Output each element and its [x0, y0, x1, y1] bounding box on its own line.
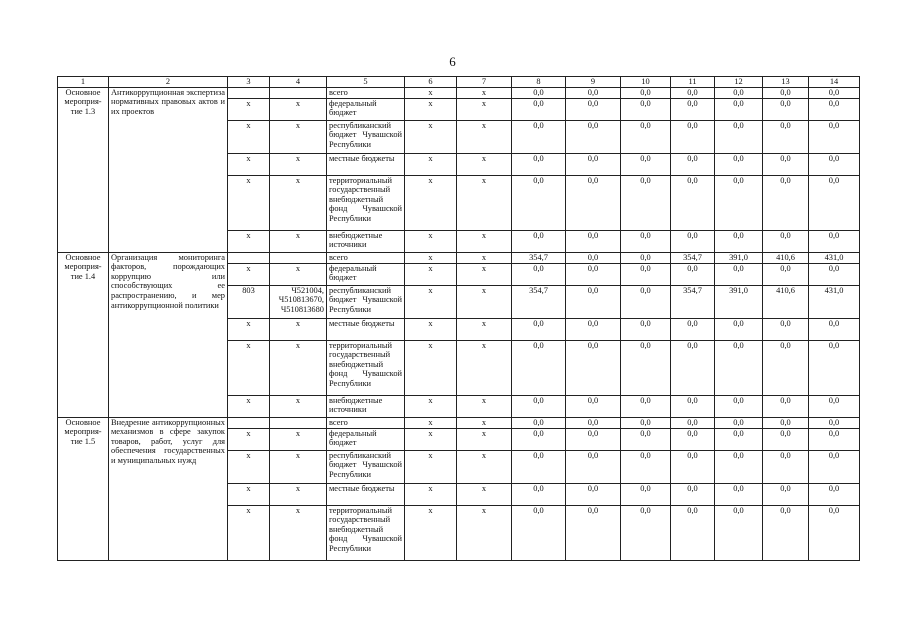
column-number-5: 5: [327, 77, 405, 88]
funding-source: федеральный бюджет: [327, 98, 405, 120]
amount-col-13: 0,0: [763, 450, 809, 483]
column-6-value: x: [405, 318, 457, 340]
column-number-6: 6: [405, 77, 457, 88]
funding-source: всего: [327, 87, 405, 98]
column-7-value: x: [457, 395, 512, 417]
column-6-value: x: [405, 395, 457, 417]
amount-col-11: 354,7: [671, 252, 715, 263]
amount-col-12: 0,0: [715, 230, 763, 252]
amount-col-9: 0,0: [566, 340, 621, 395]
grbs-code: x: [228, 395, 270, 417]
amount-col-8: 354,7: [512, 285, 566, 318]
amount-col-11: 0,0: [671, 263, 715, 285]
budget-code-line: Ч510813680: [280, 304, 324, 314]
page-number: 6: [449, 54, 456, 69]
column-number-11: 11: [671, 77, 715, 88]
amount-col-11: 0,0: [671, 417, 715, 428]
amount-col-14: 0,0: [809, 230, 860, 252]
amount-col-8: 0,0: [512, 263, 566, 285]
funding-source: территориальный государственный внебюджетный фонд Чувашской Республики: [327, 340, 405, 395]
amount-col-12: 0,0: [715, 318, 763, 340]
amount-col-10: 0,0: [621, 483, 671, 505]
budget-classification-code: x: [270, 450, 327, 483]
grbs-code: x: [228, 263, 270, 285]
amount-col-13: 0,0: [763, 428, 809, 450]
table-body: [58, 77, 860, 561]
amount-col-11: 0,0: [671, 87, 715, 98]
amount-col-10: 0,0: [621, 285, 671, 318]
grbs-code: x: [228, 230, 270, 252]
column-number-10: 10: [621, 77, 671, 88]
amount-col-13: 0,0: [763, 87, 809, 98]
amount-col-12: 0,0: [715, 263, 763, 285]
funding-source: всего: [327, 252, 405, 263]
amount-col-9: 0,0: [566, 450, 621, 483]
funding-source: территориальный государственный внебюджетный фонд Чувашской Республики: [327, 505, 405, 560]
grbs-code: x: [228, 428, 270, 450]
amount-col-10: 0,0: [621, 252, 671, 263]
grbs-code: x: [228, 340, 270, 395]
amount-col-10: 0,0: [621, 153, 671, 175]
amount-col-13: 0,0: [763, 483, 809, 505]
amount-col-13: 0,0: [763, 153, 809, 175]
header-row: [58, 77, 860, 88]
activity-label-line: тие 1.4: [70, 271, 96, 281]
amount-col-10: 0,0: [621, 318, 671, 340]
amount-col-14: 0,0: [809, 395, 860, 417]
column-7-value: x: [457, 428, 512, 450]
amount-col-11: 0,0: [671, 153, 715, 175]
amount-col-12: 0,0: [715, 98, 763, 120]
amount-col-13: 0,0: [763, 98, 809, 120]
column-6-value: x: [405, 175, 457, 230]
amount-col-13: 0,0: [763, 318, 809, 340]
column-6-value: x: [405, 285, 457, 318]
grbs-code: x: [228, 483, 270, 505]
column-7-value: x: [457, 98, 512, 120]
amount-col-14: 0,0: [809, 450, 860, 483]
funding-source: местные бюджеты: [327, 483, 405, 505]
amount-col-14: 0,0: [809, 120, 860, 153]
amount-col-9: 0,0: [566, 230, 621, 252]
amount-col-9: 0,0: [566, 263, 621, 285]
activity-label-line: мероприя-: [64, 262, 102, 272]
amount-col-9: 0,0: [566, 87, 621, 98]
grbs-code: x: [228, 318, 270, 340]
amount-col-14: 0,0: [809, 263, 860, 285]
amount-col-9: 0,0: [566, 428, 621, 450]
table-row: [58, 252, 860, 263]
column-7-value: x: [457, 120, 512, 153]
column-7-value: x: [457, 450, 512, 483]
column-number-8: 8: [512, 77, 566, 88]
amount-col-8: 0,0: [512, 395, 566, 417]
column-number-13: 13: [763, 77, 809, 88]
column-6-value: x: [405, 98, 457, 120]
funding-source: местные бюджеты: [327, 318, 405, 340]
funding-source: федеральный бюджет: [327, 263, 405, 285]
amount-col-11: 0,0: [671, 340, 715, 395]
amount-col-9: 0,0: [566, 252, 621, 263]
column-6-value: x: [405, 153, 457, 175]
amount-col-8: 0,0: [512, 175, 566, 230]
table-row: [58, 417, 860, 428]
amount-col-14: 0,0: [809, 318, 860, 340]
column-7-value: x: [457, 417, 512, 428]
activity-label-line: мероприя-: [64, 97, 102, 107]
budget-classification-code: x: [270, 483, 327, 505]
amount-col-13: 0,0: [763, 417, 809, 428]
amount-col-14: 0,0: [809, 483, 860, 505]
amount-col-11: 0,0: [671, 428, 715, 450]
grbs-code: [228, 252, 270, 263]
amount-col-12: 391,0: [715, 285, 763, 318]
budget-classification-code: [270, 417, 327, 428]
amount-col-14: 0,0: [809, 340, 860, 395]
amount-col-9: 0,0: [566, 285, 621, 318]
budget-classification-code: [270, 285, 327, 318]
budget-classification-code: x: [270, 153, 327, 175]
amount-col-13: 0,0: [763, 505, 809, 560]
funding-source: территориальный государственный внебюджетный фонд Чувашской Республики: [327, 175, 405, 230]
amount-col-11: 0,0: [671, 98, 715, 120]
funding-source: республиканский бюджет Чувашской Республики: [327, 120, 405, 153]
budget-classification-code: x: [270, 120, 327, 153]
column-6-value: x: [405, 120, 457, 153]
amount-col-13: 0,0: [763, 120, 809, 153]
amount-col-8: 0,0: [512, 417, 566, 428]
funding-source: местные бюджеты: [327, 153, 405, 175]
amount-col-10: 0,0: [621, 417, 671, 428]
amount-col-9: 0,0: [566, 505, 621, 560]
activity-label-line: Основное: [65, 252, 101, 262]
column-number-1: 1: [58, 77, 109, 88]
amount-col-13: 0,0: [763, 340, 809, 395]
activity-name: Антикоррупционная экспертиза нормативных правовых актов и их проектов: [109, 87, 228, 252]
funding-source: республиканский бюджет Чувашской Республики: [327, 285, 405, 318]
amount-col-13: 410,6: [763, 285, 809, 318]
activity-label-line: Основное: [65, 417, 101, 427]
amount-col-10: 0,0: [621, 340, 671, 395]
column-7-value: x: [457, 252, 512, 263]
activity-label: [58, 252, 109, 417]
amount-col-10: 0,0: [621, 450, 671, 483]
amount-col-11: 0,0: [671, 450, 715, 483]
amount-col-11: 0,0: [671, 395, 715, 417]
amount-col-14: 431,0: [809, 285, 860, 318]
grbs-code: x: [228, 153, 270, 175]
funding-source: всего: [327, 417, 405, 428]
activity-name: Организация мониторинга факторов, порождающих коррупцию или способствующих ее распространению, и мер антикоррупционной политики: [109, 252, 228, 417]
grbs-code: x: [228, 450, 270, 483]
amount-col-14: 0,0: [809, 87, 860, 98]
amount-col-13: 0,0: [763, 263, 809, 285]
funding-source: внебюджетные источники: [327, 230, 405, 252]
activity-label-line: мероприя-: [64, 427, 102, 437]
activity-label-line: тие 1.5: [70, 436, 96, 446]
budget-classification-code: x: [270, 230, 327, 252]
column-7-value: x: [457, 153, 512, 175]
grbs-code: 803: [228, 285, 270, 318]
amount-col-14: 0,0: [809, 428, 860, 450]
amount-col-8: 0,0: [512, 318, 566, 340]
amount-col-8: 0,0: [512, 483, 566, 505]
amount-col-9: 0,0: [566, 417, 621, 428]
amount-col-8: 0,0: [512, 340, 566, 395]
column-number-4: 4: [270, 77, 327, 88]
amount-col-12: 0,0: [715, 483, 763, 505]
budget-classification-code: x: [270, 395, 327, 417]
amount-col-10: 0,0: [621, 120, 671, 153]
activity-label: [58, 417, 109, 560]
amount-col-13: 0,0: [763, 175, 809, 230]
amount-col-8: 0,0: [512, 505, 566, 560]
column-6-value: x: [405, 252, 457, 263]
amount-col-12: 0,0: [715, 505, 763, 560]
amount-col-12: 0,0: [715, 153, 763, 175]
amount-col-11: 0,0: [671, 120, 715, 153]
funding-source: внебюджетные источники: [327, 395, 405, 417]
column-6-value: x: [405, 87, 457, 98]
column-7-value: x: [457, 505, 512, 560]
column-number-14: 14: [809, 77, 860, 88]
column-number-9: 9: [566, 77, 621, 88]
amount-col-14: 0,0: [809, 417, 860, 428]
amount-col-12: 0,0: [715, 417, 763, 428]
funding-source: федеральный бюджет: [327, 428, 405, 450]
amount-col-12: 391,0: [715, 252, 763, 263]
budget-classification-code: x: [270, 340, 327, 395]
budget-classification-code: x: [270, 263, 327, 285]
column-7-value: x: [457, 175, 512, 230]
activity-label: [58, 87, 109, 252]
amount-col-10: 0,0: [621, 395, 671, 417]
amount-col-12: 0,0: [715, 87, 763, 98]
amount-col-11: 0,0: [671, 175, 715, 230]
amount-col-9: 0,0: [566, 318, 621, 340]
amount-col-8: 0,0: [512, 153, 566, 175]
column-number-3: 3: [228, 77, 270, 88]
column-6-value: x: [405, 230, 457, 252]
amount-col-9: 0,0: [566, 153, 621, 175]
amount-col-14: 0,0: [809, 175, 860, 230]
amount-col-9: 0,0: [566, 395, 621, 417]
amount-col-10: 0,0: [621, 428, 671, 450]
column-7-value: x: [457, 87, 512, 98]
amount-col-10: 0,0: [621, 263, 671, 285]
budget-classification-code: x: [270, 175, 327, 230]
amount-col-9: 0,0: [566, 120, 621, 153]
amount-col-9: 0,0: [566, 175, 621, 230]
column-6-value: x: [405, 428, 457, 450]
column-7-value: x: [457, 263, 512, 285]
amount-col-14: 0,0: [809, 505, 860, 560]
column-6-value: x: [405, 483, 457, 505]
amount-col-9: 0,0: [566, 98, 621, 120]
amount-col-11: 0,0: [671, 318, 715, 340]
grbs-code: x: [228, 175, 270, 230]
budget-classification-code: x: [270, 318, 327, 340]
amount-col-13: 410,6: [763, 252, 809, 263]
column-7-value: x: [457, 340, 512, 395]
column-6-value: x: [405, 417, 457, 428]
amount-col-11: 354,7: [671, 285, 715, 318]
amount-col-10: 0,0: [621, 505, 671, 560]
amount-col-8: 0,0: [512, 120, 566, 153]
column-number-2: 2: [109, 77, 228, 88]
column-7-value: x: [457, 230, 512, 252]
grbs-code: [228, 87, 270, 98]
amount-col-13: 0,0: [763, 395, 809, 417]
activity-label-line: тие 1.3: [70, 106, 96, 116]
amount-col-12: 0,0: [715, 175, 763, 230]
amount-col-11: 0,0: [671, 483, 715, 505]
amount-col-10: 0,0: [621, 175, 671, 230]
amount-col-8: 354,7: [512, 252, 566, 263]
amount-col-8: 0,0: [512, 230, 566, 252]
grbs-code: x: [228, 120, 270, 153]
grbs-code: [228, 417, 270, 428]
amount-col-8: 0,0: [512, 428, 566, 450]
amount-col-9: 0,0: [566, 483, 621, 505]
amount-col-8: 0,0: [512, 87, 566, 98]
column-number-7: 7: [457, 77, 512, 88]
column-number-12: 12: [715, 77, 763, 88]
amount-col-8: 0,0: [512, 450, 566, 483]
grbs-code: x: [228, 505, 270, 560]
amount-col-12: 0,0: [715, 428, 763, 450]
amount-col-12: 0,0: [715, 395, 763, 417]
amount-col-12: 0,0: [715, 120, 763, 153]
budget-code-line: Ч510813670,: [278, 295, 324, 305]
amount-col-11: 0,0: [671, 505, 715, 560]
activity-label-line: Основное: [65, 87, 101, 97]
amount-col-14: 431,0: [809, 252, 860, 263]
budget-classification-code: x: [270, 98, 327, 120]
column-6-value: x: [405, 263, 457, 285]
budget-classification-code: x: [270, 428, 327, 450]
amount-col-14: 0,0: [809, 98, 860, 120]
budget-table: [57, 76, 860, 561]
amount-col-10: 0,0: [621, 98, 671, 120]
amount-col-14: 0,0: [809, 153, 860, 175]
amount-col-12: 0,0: [715, 450, 763, 483]
funding-source: республиканский бюджет Чувашской Республики: [327, 450, 405, 483]
activity-name: Внедрение антикоррупционных механизмов в сфере закупок товаров, работ, услуг для обеспечения государственных и муниципальных нужд: [109, 417, 228, 560]
column-7-value: x: [457, 483, 512, 505]
column-6-value: x: [405, 505, 457, 560]
column-6-value: x: [405, 450, 457, 483]
amount-col-8: 0,0: [512, 98, 566, 120]
column-6-value: x: [405, 340, 457, 395]
grbs-code: x: [228, 98, 270, 120]
column-7-value: x: [457, 285, 512, 318]
budget-classification-code: [270, 87, 327, 98]
column-7-value: x: [457, 318, 512, 340]
amount-col-13: 0,0: [763, 230, 809, 252]
amount-col-10: 0,0: [621, 87, 671, 98]
amount-col-11: 0,0: [671, 230, 715, 252]
budget-classification-code: x: [270, 505, 327, 560]
amount-col-12: 0,0: [715, 340, 763, 395]
budget-classification-code: [270, 252, 327, 263]
budget-code-line: Ч521004,: [291, 285, 324, 295]
table-row: [58, 87, 860, 98]
amount-col-10: 0,0: [621, 230, 671, 252]
